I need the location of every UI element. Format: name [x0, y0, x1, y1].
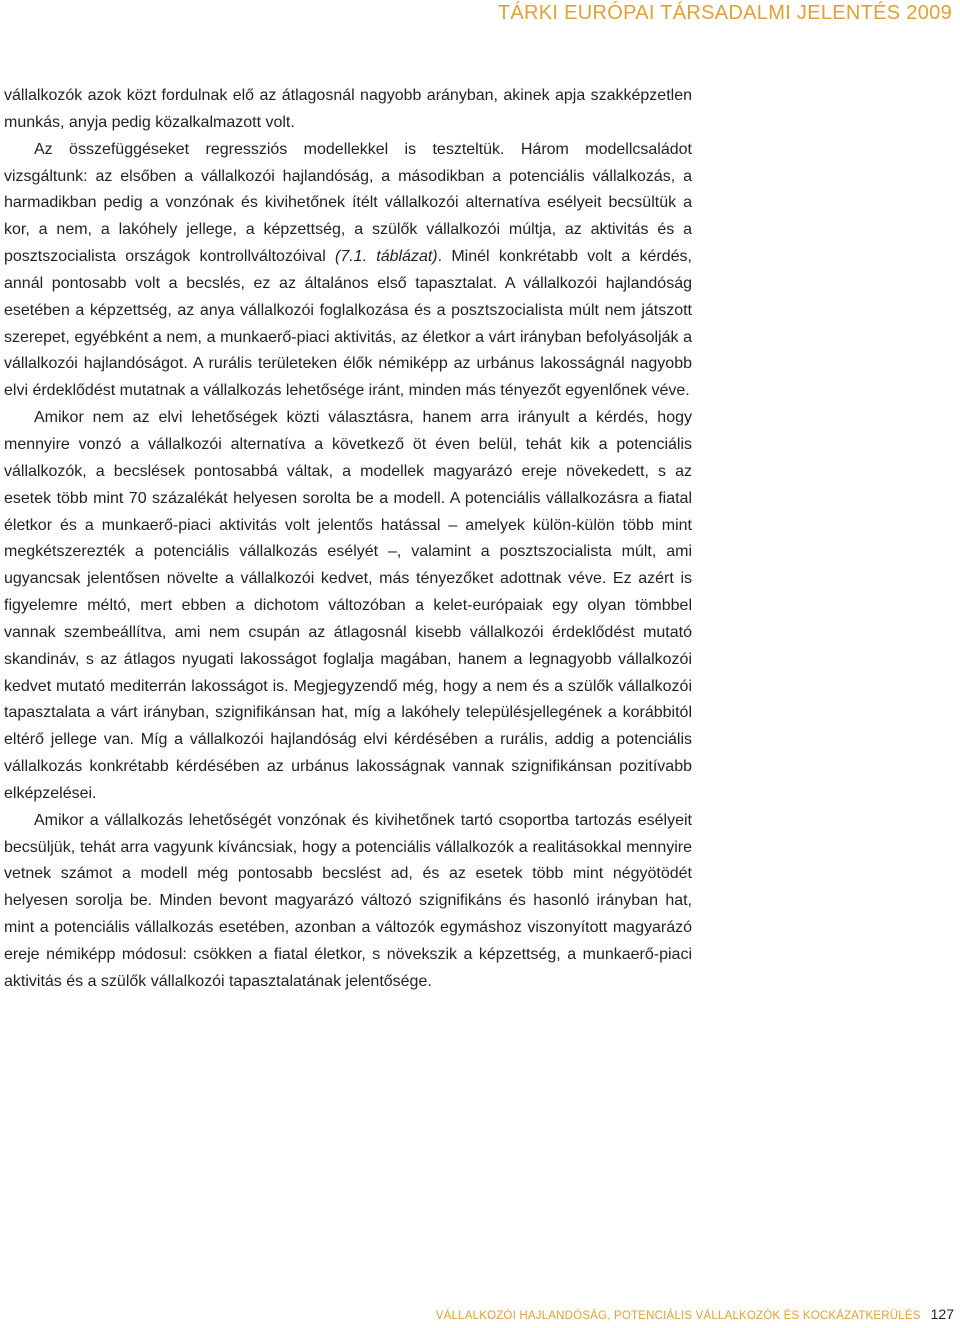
page-footer	[436, 1306, 954, 1324]
table-reference: (7.1. táblázat)	[335, 248, 438, 266]
paragraph-text: vállalkozók azok közt fordulnak elő az átlagosnál nagyobb arányban, akinek apja szakképzetlen munkás, anyja pedig közalkalmazott volt.	[4, 87, 692, 131]
paragraph-text: . Minél konkrétabb volt a kérdés, annál pontosabb volt a becslés, ez az általános első tapasztalat. A vállalkozói hajlandóság esetében a képzettség, az anya vállalkozói foglalkozása és a posztszocialista múlt nem játszott szerepet, egyébként a nem, a munkaerő-piaci aktivitás, az életkor a várt irányban befolyásolják a vállalkozói hajlandóságot. A rurális területeken élők némiképp az urbánus lakosságnál nagyobb elvi érdeklődést mutatnak a vállalkozás lehetősége iránt, minden más tényezőt egyenlőnek véve.	[4, 248, 692, 400]
paragraph-text: Az összefüggéseket regressziós modellekkel is teszteltük. Három modellcsaládot vizsgáltunk: az elsőben a vállalkozói hajlandóság, a másodikban a potenciális vállalkozás, a harmadikban pedig a vonzónak és kivihetőnek ítélt vállalkozói alternatíva esélyeit becsültük a kor, a nem, a lakóhely jellege, a képzettség, a szülők vállalkozói múltja, az aktivitás és a posztszocialista országok kontrollváltozóival	[4, 140, 692, 266]
paragraph-4	[4, 808, 692, 996]
body-text	[4, 83, 692, 996]
paragraph-text: Amikor nem az elvi lehetőségek közti választásra, hanem arra irányult a kérdés, hogy mennyire vonzó a vállalkozói alternatíva a következő öt éven belül, tehát kik a potenciális vállalkozók, a becslések pontosabbá váltak, a modellek magyarázó ereje növekedett, s az esetek több mint 70 százalékát helyesen sorolta be a modell. A potenciális vállalkozásra a fiatal életkor és a munkaerő-piaci aktivitás volt jelentős hatással – amelyek külön-külön több mint megkétszerezték a potenciális vállalkozás esélyét –, valamint a posztszocialista múlt, ami ugyancsak jelentősen növelte a vállalkozói kedvet, más tényezőket adottnak véve. Ez azért is figyelemre méltó, mert ebben a dichotom változóban a kelet-európaiak egy olyan tömbbel vannak szembeállítva, ami nem csupán az átlagosnál kisebb vállalkozói érdeklődést mutató skandináv, s az átlagos nyugati lakosságot foglalja magában, hanem a legnagyobb vállalkozói kedvet mutató mediterrán lakosságot is. Megjegyzendő még, hogy a nem és a szülők vállalkozói tapasztalata a várt irányban, szignifikánsan hat, míg a lakóhely településjellegének a korábbitól eltérő jellege van. Míg a vállalkozói hajlandóság elvi kérdésében a rurális, addig a potenciális vállalkozás konkrétabb kérdésében az urbánus lakosságnak vannak szignifikánsan pozitívabb elképzelései.	[4, 409, 692, 802]
paragraph-3	[4, 405, 692, 808]
footer-chapter-title: VÁLLALKOZÓI HAJLANDÓSÁG, POTENCIÁLIS VÁLLALKOZÓK ÉS KOCKÁZATKERÜLÉS	[435, 1310, 921, 1322]
paragraph-text: Amikor a vállalkozás lehetőségét vonzónak és kivihetőnek tartó csoportba tartozás esélyeit becsüljük, tehát arra vagyunk kíváncsiak, hogy a potenciális vállalkozók a realitásokkal mennyire vetnek számot a modell még pontosabb becslést ad, és az esetek több mint négyötödét helyesen sorolja be. Minden bevont magyarázó változó szignifikáns és hasonló irányban hat, mint a potenciális vállalkozás esetében, azonban a változók egymáshoz viszonyított magyarázó ereje némiképp módosul: csökken a fiatal életkor, s növekszik a képzettség, a munkaerő-piaci aktivitás és a szülők vállalkozói tapasztalatának jelentősége.	[4, 811, 692, 990]
running-header: TÁRKI EURÓPAI TÁRSADALMI JELENTÉS 2009	[497, 2, 952, 24]
paragraph-2	[4, 137, 692, 405]
paragraph-1	[4, 83, 692, 137]
page-number: 127	[930, 1306, 954, 1322]
